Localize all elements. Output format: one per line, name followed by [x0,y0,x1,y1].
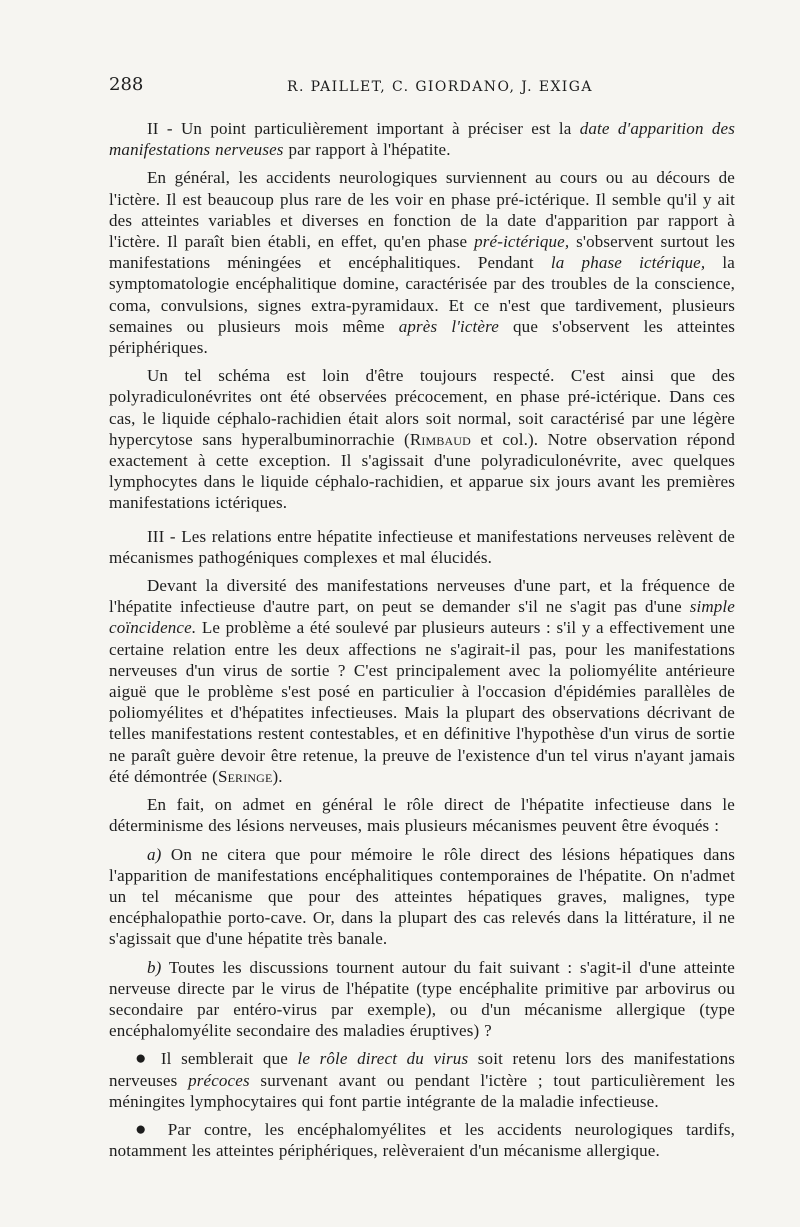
paragraph-relations: III - Les relations entre hépatite infectieuse et manifestations nerveuses relèvent de mécanismes pathogéniques complexes et mal élucidés. [109,526,735,567]
paragraph-bullet-allergic: ● Par contre, les encéphalomyélites et les accidents neurologiques tardifs, notamment les atteintes périphériques, relèveraient d'un mécanisme allergique. [109,1118,735,1161]
paragraph-mechanisms: En fait, on admet en général le rôle direct de l'hépatite infectieuse dans le déterminisme des lésions nerveuses, mais plusieurs mécanismes peuvent être évoqués : [109,795,735,836]
running-head: R. PAILLET, C. GIORDANO, J. EXIGA [287,79,593,95]
bullet-icon: ● [135,1118,155,1140]
page-header [109,74,735,104]
paragraph-item-b: b) Toutes les discussions tournent autour du fait suivant : s'agit-il d'une atteinte nerveuse directe par le virus de l'hépatite (type encéphalite primitive par arbovirus ou secondaire par entéro-virus par exemple), ou d'un mécanisme allergique (type encéphalomyélite secondaire des maladies éruptives) ? [109,957,735,1041]
paragraph-dates: II - Un point particulièrement important à préciser est la date d'apparition des manifestations nerveuses par rapport à l'hépatite. [109,119,735,160]
paragraph-coincidence: Devant la diversité des manifestations nerveuses d'une part, et la fréquence de l'hépatite infectieuse d'autre part, on peut se demander s'il ne s'agit pas d'une simple coïncidence. Le problème a été soulevé par plusieurs auteurs : s'il y a effectivement une certaine relation entre les deux affections ne s'agirait-il pas, pour les manifestations nerveuses d'un virus de sortie ? C'est principalement avec la poliomyélite antérieure aiguë que le problème s'est posé en particulier à l'occasion d'épidémies parallèles de poliomyélites et d'hépatites infectieuses. Mais la plupart des observations décrivant de telles manifestations restent contestables, et en définitive l'hypothèse d'un virus de sortie ne paraît guère devoir être retenue, la preuve de l'existence d'un tel virus n'ayant jamais été démontrée (Seringe). [109,576,735,786]
page-number: 288 [109,74,144,95]
paragraph-item-a: a) On ne citera que pour mémoire le rôle direct des lésions hépatiques dans l'apparition de manifestations encéphalitiques contemporaines de l'hépatite. On n'admet un tel mécanisme que pour des atteintes hépatiques graves, malignes, type encéphalopathie porto-cave. Or, dans la plupart des cas relevés dans la littérature, il ne s'agissait que d'une hépatite très banale. [109,844,735,949]
paragraph-general: En général, les accidents neurologiques surviennent au cours ou au décours de l'ictère. Il est beaucoup plus rare de les voir en phase pré-ictérique. Il semble qu'il y ait des atteintes variables et diverses en fonction de la date d'apparition par rapport à l'ictère. Il paraît bien établi, en effet, qu'en phase pré-ictérique, s'observent surtout les manifestations méningées et encéphalitiques. Pendant la phase ictérique, la symptomatologie encéphalitique domine, caractérisée par des troubles de la conscience, coma, convulsions, signes extra-pyramidaux. Et ce n'est que tardivement, plusieurs semaines ou plusieurs mois même après l'ictère que s'observent les atteintes périphériques. [109,168,736,358]
paragraph-bullet-direct: ● Il semblerait que le rôle direct du virus soit retenu lors des manifestations nerveuses précoces survenant avant ou pendant l'ictère ; tout particulièrement les méningites lymphocytaires qui font partie intégrante de la maladie infectieuse. [109,1048,736,1111]
bullet-icon: ● [135,1048,152,1070]
body-text [109,118,735,1168]
paragraph-schema: Un tel schéma est loin d'être toujours respecté. C'est ainsi que des polyradiculonévrites ont été observées précocement, en phase pré-ictérique. Dans ces cas, le liquide céphalo-rachidien était alors soit normal, soit caractérisé par une légère hypercytose sans hyperalbuminorrachie (Rimbaud et col.). Notre observation répond exactement à cette exception. Il s'agissait d'une polyradiculonévrite, avec quelques lymphocytes dans le liquide céphalo-rachidien, et apparue six jours avant les premières manifestations ictériques. [109,366,735,513]
